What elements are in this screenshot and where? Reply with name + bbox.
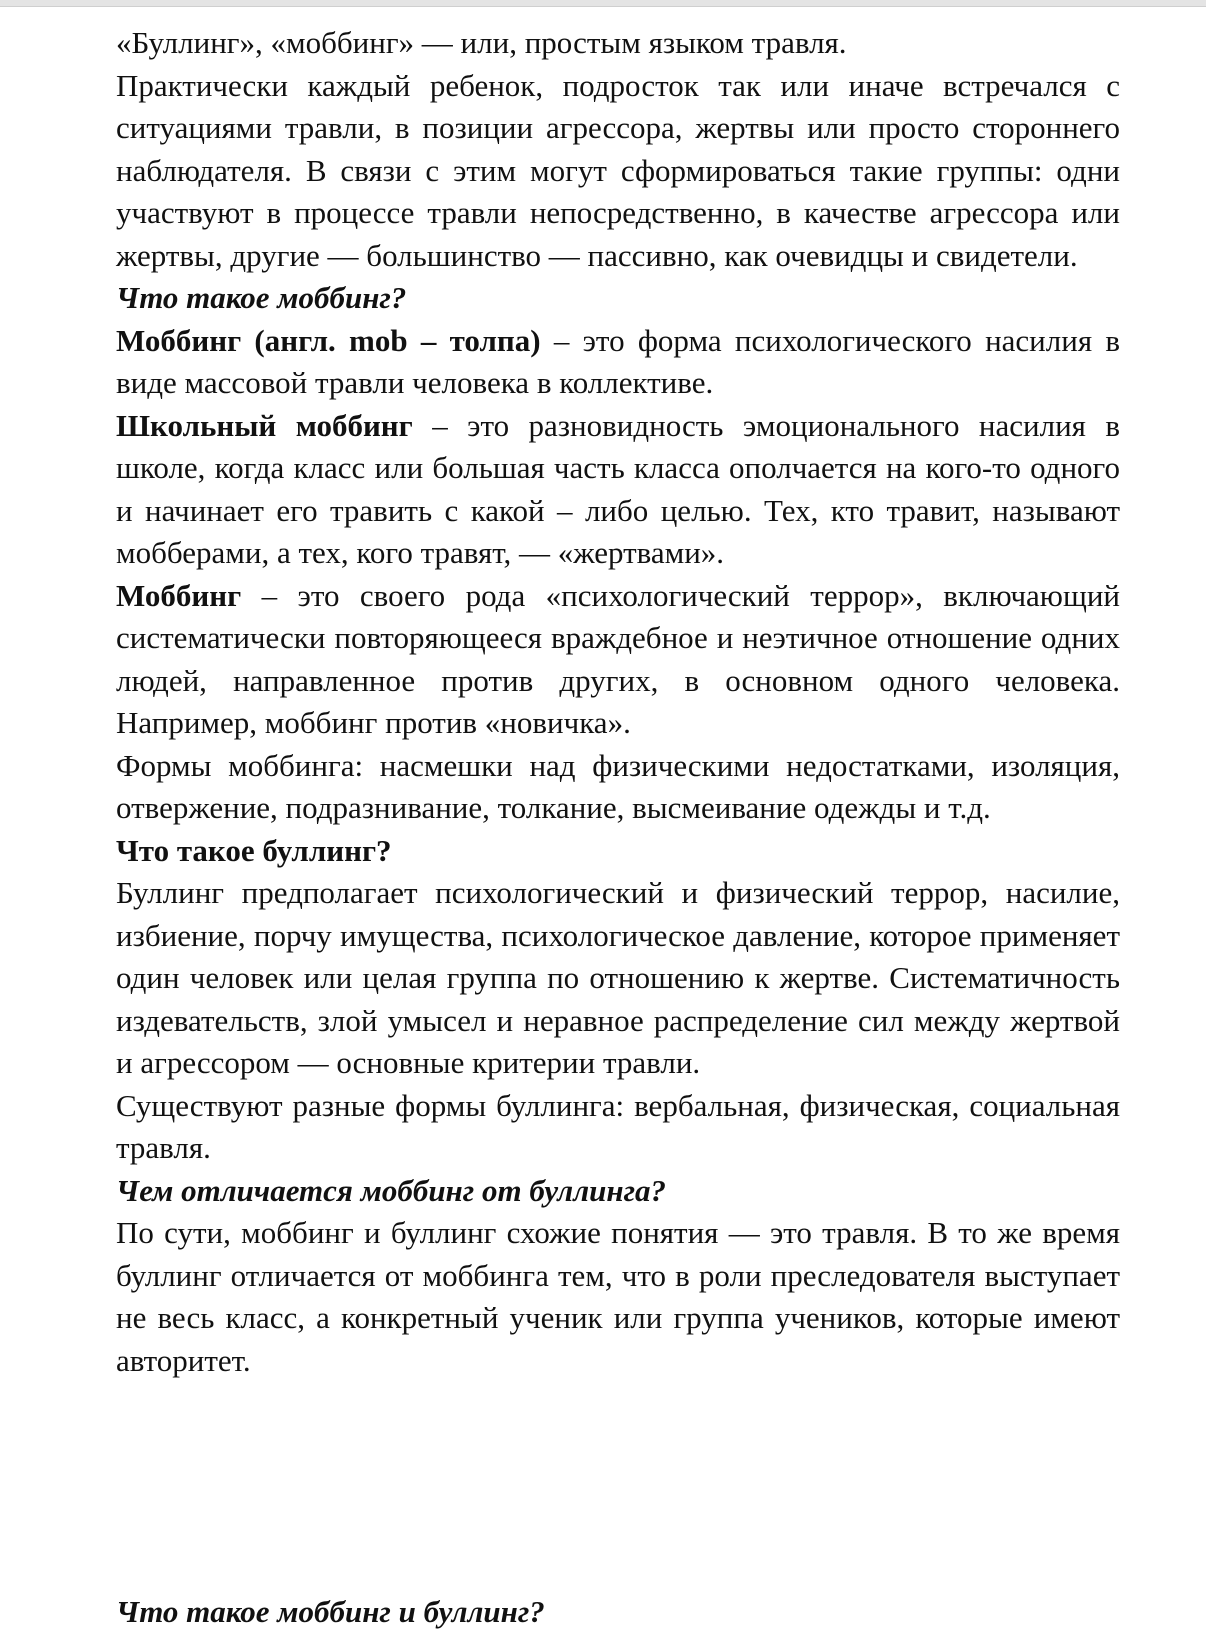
heading-difference: Чем отличается моббинг от буллинга? [116,1172,667,1208]
definition-text: – это форма психологического насилия в виде массовой травли человека в коллективе. [116,322,1120,400]
term-mobbing: Моббинг [116,577,242,613]
paragraph-bullying-definition: Буллинг предполагает психологический и физический террор, насилие, избиение, порчу имущества, психологическое давление, которое применяет один человек или целая группа по отношению к жертве. Систематичность издевательств, злой умысел и неравное распределение сил между жертвой и агрессором — основные критерии травли. [116,875,1120,1080]
paragraph-intro: Практически каждый ребенок, подросток так или иначе встречался с ситуациями травли, в позиции агрессора, жертвы или просто стороннего наблюдателя. В связи с этим могут сформироваться такие группы: одни участвуют в процессе травли непосредственно, в качестве агрессора или жертвы, другие — большинство — пассивно, как очевидцы и свидетели. [116,67,1120,273]
paragraph-mobbing-terror [116,575,1120,745]
cut-off-heading [116,1591,876,1629]
top-edge-rule [0,0,1206,7]
term-mobbing-mob: Моббинг (англ. mob – толпа) [116,322,541,358]
paragraph-bullying-forms: Существуют разные формы буллинга: вербальная, физическая, социальная травля. [116,1087,1120,1165]
intro-line: «Буллинг», «моббинг» — или, простым языком травля. [116,25,847,60]
paragraph-difference: По сути, моббинг и буллинг схожие понятия — это травля. В то же время буллинг отличается от моббинга тем, что в роли преследователя выступает не весь класс, а конкретный ученик или группа учеников, которые имеют авторитет. [116,1215,1120,1378]
definition-text: – это разновидность эмоционального насилия в школе, когда класс или большая часть класса ополчается на кого-то одного и начинает его травить с какой – либо целью. Тех, кто травит, называют мобберами, а тех, кого травят, — «жертвами». [116,407,1120,570]
term-school-mobbing: Школьный моббинг [116,407,413,443]
heading-what-is-bullying: Что такое буллинг? [116,832,392,868]
document-page [116,22,1120,1382]
paragraph-mobbing-definition [116,320,1120,405]
paragraph-mobbing-forms: Формы моббинга: насмешки над физическими недостатками, изоляция, отвержение, подразнивание, толкание, высмеивание одежды и т.д. [116,747,1120,825]
paragraph-school-mobbing [116,405,1120,575]
heading-what-is-mobbing: Что такое моббинг? [116,280,407,315]
definition-text: – это своего рода «психологический террор», включающий систематически повторяющееся враждебное и неэтичное отношение одних людей, направленное против других, в основном одного человека. Например, моббинг против «новичка». [116,577,1120,740]
cut-off-heading-text: Что такое моббинг и буллинг? [116,1594,545,1629]
